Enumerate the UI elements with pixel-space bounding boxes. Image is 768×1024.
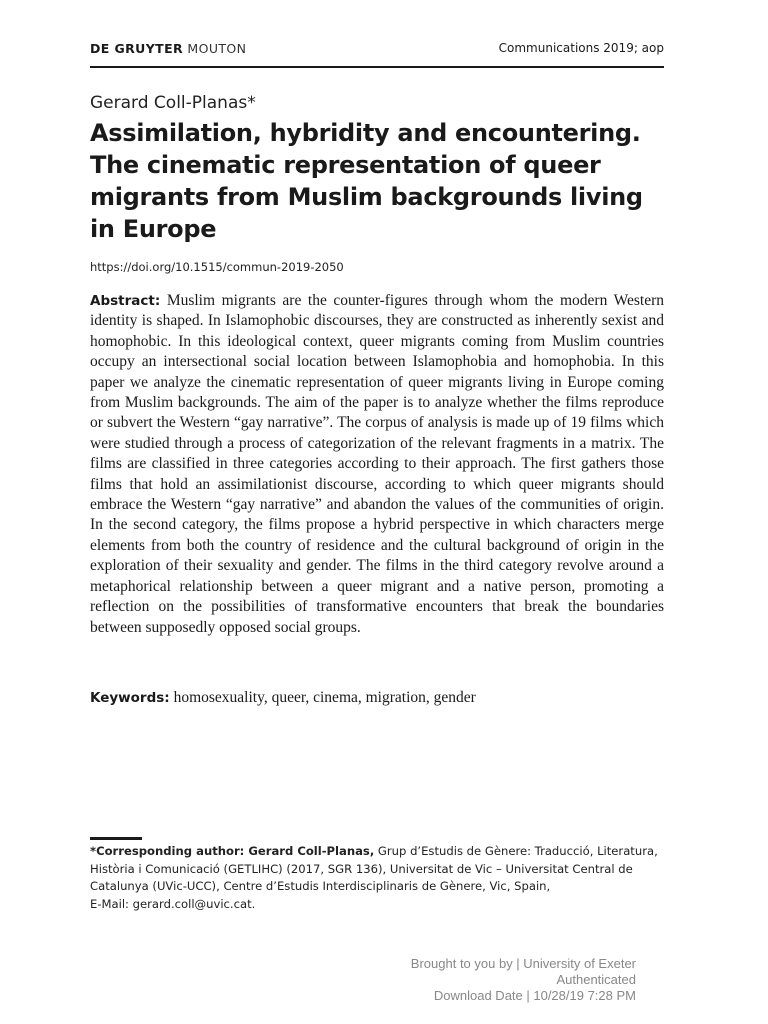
watermark-line-3: Download Date | 10/28/19 7:28 PM (433, 988, 636, 1003)
publisher-name: DE GRUYTER (90, 41, 184, 56)
footnote-label: *Corresponding author: Gerard Coll-Planas, (90, 844, 375, 858)
journal-citation: Communications 2019; aop (498, 41, 664, 55)
author-name: Gerard Coll-Planas* (90, 93, 256, 113)
publisher-imprint: MOUTON (187, 41, 247, 56)
watermark-line-1: Brought to you by | University of Exeter (410, 956, 636, 971)
footnote-affiliation: Grup d’Estudis de Gènere: Traducció, Literatura, Història i Comunicació (GETLIHC) (2017, SGR 136), Universitat de Vic – Universitat Central de Catalunya (UVic-UCC), Centre d’Estudis Interdisciplinaris de Gènere, Vic, Spain, (90, 844, 658, 893)
keywords (90, 688, 664, 708)
abstract-label: Abstract: (90, 293, 161, 309)
email-label: E-Mail: (90, 896, 129, 911)
abstract (90, 291, 664, 638)
header-rule (90, 66, 664, 68)
download-watermark (411, 956, 636, 1004)
page-header (90, 40, 664, 58)
doi-link[interactable]: https://doi.org/10.1515/commun-2019-2050 (90, 260, 344, 274)
keywords-label: Keywords: (90, 690, 170, 706)
abstract-text: Muslim migrants are the counter-figures through whom the modern Western identity is shaped. In Islamophobic discourses, they are constructed as inherently sexist and homophobic. In this ideological context, queer migrants coming from Muslim countries occupy an intersectional social location between Islamophobia and homophobia. In this paper we analyze the cinematic representation of queer migrants living in Europe coming from Muslim backgrounds. The aim of the paper is to analyze whether the films reproduce or subvert the Western “gay narrative”. The corpus of analysis is made up of 19 films which were studied through a process of categorization of the relevant fragments in a matrix. The films are classified in three categories according to their approach. The first gathers those films that hold an assimilationist discourse, according to which queer migrants should embrace the Western “gay narrative” and abandon the values of the communities of origin. In the second category, the films propose a hybrid perspective in which characters merge elements from both the country of residence and the cultural background of origin in the exploration of their sexuality and gender. The films in the third category revolve around a metaphorical relationship between a queer migrant and a native person, promoting a reflection on the possibilities of transformative encounters that break the boundaries between supposedly opposed social groups. (90, 292, 665, 636)
email-link[interactable]: gerard.coll@uvic.cat. (132, 896, 256, 911)
watermark-line-2: Authenticated (556, 972, 636, 987)
article-title: Assimilation, hybridity and encountering. The cinematic representation of queer migrants from Muslim backgrounds living in Europe (90, 119, 643, 243)
keywords-text: homosexuality, queer, cinema, migration, gender (173, 689, 476, 706)
corresponding-author-footnote (90, 843, 664, 913)
footnote-rule (90, 837, 142, 840)
publisher-logo (90, 41, 246, 56)
